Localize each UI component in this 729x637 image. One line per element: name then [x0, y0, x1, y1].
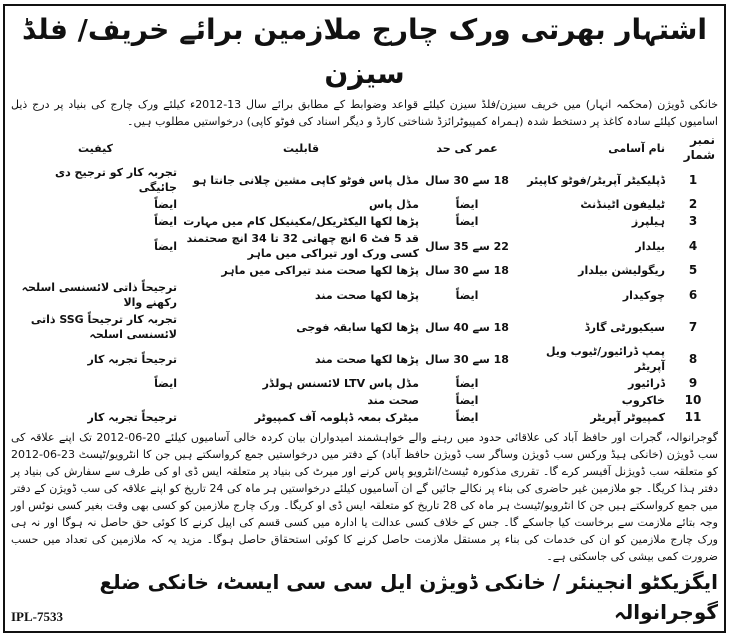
cell-age: 18 سے 30 سال — [425, 264, 509, 277]
cell-age: ایضاً — [455, 288, 479, 302]
cell-post: پمپ ڈرائیور/ٹیوب ویل آپریٹر — [545, 345, 665, 373]
cell-post: ریگولیشن بیلدار — [578, 264, 665, 277]
header-qualification: قابلیت — [282, 141, 320, 155]
cell-qualification: پڑھا لکھا الیکٹریکل/مکینیکل کام میں مہارت — [183, 215, 419, 228]
cell-post: ڈرائیور — [628, 377, 665, 390]
cell-qualification: صحت مند — [367, 394, 419, 407]
cell-age: 18 سے 30 سال — [425, 173, 509, 187]
cell-age: 22 سے 35 سال — [425, 239, 509, 253]
header-serial: نمبر شمار — [683, 133, 715, 162]
cell-age: 18 سے 40 سال — [425, 320, 509, 334]
cell-post: ٹیلیفون اٹینڈنٹ — [580, 198, 665, 211]
cell-remarks: ترجیحاً تجربہ کار — [87, 352, 177, 366]
cell-age: 18 سے 30 سال — [425, 352, 509, 366]
cell-qualification: مڈل پاس LTV لائسنس ہولڈر — [262, 377, 419, 390]
cell-serial: 11 — [684, 410, 702, 424]
cell-qualification: میٹرک بمعہ ڈپلومہ آف کمپیوٹر — [254, 411, 419, 424]
cell-qualification: مڈل پاس — [369, 198, 419, 211]
table-row — [11, 196, 718, 213]
cell-age: ایضاً — [455, 394, 479, 407]
cell-remarks: ایضاً — [154, 377, 177, 390]
table-row — [11, 311, 718, 343]
cell-serial: 9 — [688, 376, 698, 390]
cell-remarks: ایضاً — [154, 198, 177, 211]
ad-title: اشتہار بھرتی ورک چارج ملازمین برائے خریف/ فلڈ سیزن — [21, 13, 708, 90]
header-post: نام آسامی — [608, 141, 665, 155]
cell-serial: 2 — [688, 197, 698, 211]
cell-post: سیکیورٹی گارڈ — [584, 320, 665, 334]
cell-qualification: پڑھا لکھا سابقہ فوجی — [296, 320, 419, 334]
header-remarks: کیفیت — [78, 141, 113, 155]
terms-paragraph: گوجرانوالہ، گجرات اور حافظ آباد کی علاقائی حدود میں رہنے والے خواہشمند امیدواران بیان کردہ خالی آسامیوں کیلئے 20-06-2012 تک اپنے علاقہ کی سب ڈویژن (خانکی ہیڈ ورکس سب ڈویژن وساگر سب ڈویژن حافظ آباد) کے دفتر میں درخواستیں جمع کرواسکتے ہیں جن کا انٹرویو/ٹیسٹ 23-06-2012 کو متعلقہ سب ڈویژنل آفیسر کرے گا۔ تقرری مذکورہ ٹیسٹ/انٹرویو پاس کرنے اور میرٹ کی بنیاد پر متعلقہ ایس ڈی او کی طرف سے سفارش کی بنیاد پر دفتر ہذا کریگا۔ جو ملازمین غیر حاضری کی بناء پر نکالے جائیں گے ان آسامیوں کیلئے درخواستیں ہر ماہ کی 24 تاریخ کو اپنے علاقہ کی سب ڈویژن کے دفتر میں جمع کرواسکتے ہیں جن کا انٹرویو/ٹیسٹ ہر ماہ کی 28 تاریخ کو متعلقہ ایس ڈی او کریگا۔ ورک چارج ملازمین کو کسی بھی وقت بغیر کسی نوٹس اور وجہ بتائے ملازمت سے برخاست کیا جاسکے گا۔ جس کے خلاف کسی عدالت یا ادارہ میں کسی قسم کی اپیل کرنے کا کوئی حق حاصل نہ ہوگا اور نہ ہی ورک چارج ملازمین کو ان کی خدمات کی بناء پر مستقل ملازمت حاصل کرنے کا کوئی استحقاق حاصل ہوگا۔ مزید یہ کہ ملازمین کی تعداد میں حسب ضرورت کمی بیشی کی جاسکتی ہے۔ — [11, 431, 718, 563]
cell-qualification: پڑھا لکھا صحت مند تیراکی میں ماہر — [221, 264, 419, 277]
table-row — [11, 409, 718, 426]
ad-border — [3, 4, 726, 633]
cell-serial: 6 — [688, 287, 698, 302]
cell-age: ایضاً — [455, 411, 479, 424]
cell-qualification: پڑھا لکھا صحت مند — [315, 352, 419, 366]
cell-post: خاکروب — [621, 394, 665, 407]
cell-age: ایضاً — [455, 377, 479, 390]
cell-age: ایضاً — [455, 215, 479, 228]
cell-post: کمپیوٹر آپریٹر — [590, 411, 665, 424]
cell-serial: 7 — [688, 319, 698, 334]
table-row — [11, 392, 718, 409]
table-row — [11, 213, 718, 230]
cell-remarks: ترجیحاً تجربہ کار — [87, 411, 177, 424]
cell-post: ڈپلیکیٹر آپریٹر/فوٹو کاپیئر — [527, 173, 665, 187]
cell-age: ایضاً — [455, 198, 479, 211]
cell-serial: 10 — [684, 393, 702, 407]
cell-remarks — [11, 262, 180, 279]
cell-serial: 8 — [688, 351, 698, 366]
table-row — [11, 262, 718, 279]
header-age: عمر کی حد — [436, 141, 498, 155]
cell-qualification: قد 5 فٹ 6 انچ چھاتی 32 تا 34 انچ صحتمند کسی ورک اور تیراکی میں ماہر — [186, 232, 419, 260]
cell-remarks: تجربہ کار ترجیحاً SSG ذاتی لائسنسی اسلحہ — [30, 313, 177, 341]
vacancies-table — [11, 132, 718, 426]
cell-remarks — [11, 392, 180, 409]
table-row — [11, 164, 718, 196]
reference-code: IPL-7533 — [11, 609, 63, 624]
table-row — [11, 279, 718, 311]
cell-serial: 3 — [688, 214, 698, 228]
cell-serial: 5 — [688, 263, 698, 277]
intro-paragraph: خانکی ڈویژن (محکمہ انہار) میں خریف سیزن/فلڈ سیزن کیلئے قواعد وضوابط کے مطابق برائے سال 13-2012ء کیلئے ورک چارج کی بنیاد پر درج ذیل اسامیوں کیلئے سادہ کاغذ پر دستخط شدہ (ہمراہ کمپیوٹرائزڈ شناختی کارڈ و دیگر اسناد کی فوٹو کاپی) درخواستیں مطلوب ہیں۔ — [11, 98, 718, 128]
cell-remarks: ایضاً — [154, 239, 177, 253]
table-row — [11, 343, 718, 375]
cell-post: ہیلپرز — [631, 215, 665, 228]
cell-post: چوکیدار — [622, 288, 665, 302]
cell-serial: 4 — [688, 238, 698, 253]
cell-remarks: ترجیحاً ذاتی لائسنسی اسلحہ رکھنے والا — [21, 281, 177, 309]
table-row — [11, 230, 718, 262]
footer — [11, 567, 718, 627]
table-row — [11, 375, 718, 392]
table-header-row — [11, 132, 718, 164]
cell-remarks: ایضاً — [154, 215, 177, 228]
cell-remarks: تجربہ کار کو ترجیح دی جائیگی — [55, 166, 177, 194]
signature-line: ایگزیکٹو انجینئر / خانکی ڈویژن ایل سی سی ایسٹ، خانکی ضلع گوجرانوالہ — [99, 570, 718, 624]
cell-qualification: مڈل پاس فوٹو کاپی مشین چلانی جانتا ہو — [193, 173, 419, 187]
cell-serial: 1 — [688, 172, 698, 187]
cell-qualification: پڑھا لکھا صحت مند — [315, 288, 419, 302]
cell-post: بیلدار — [635, 239, 665, 253]
